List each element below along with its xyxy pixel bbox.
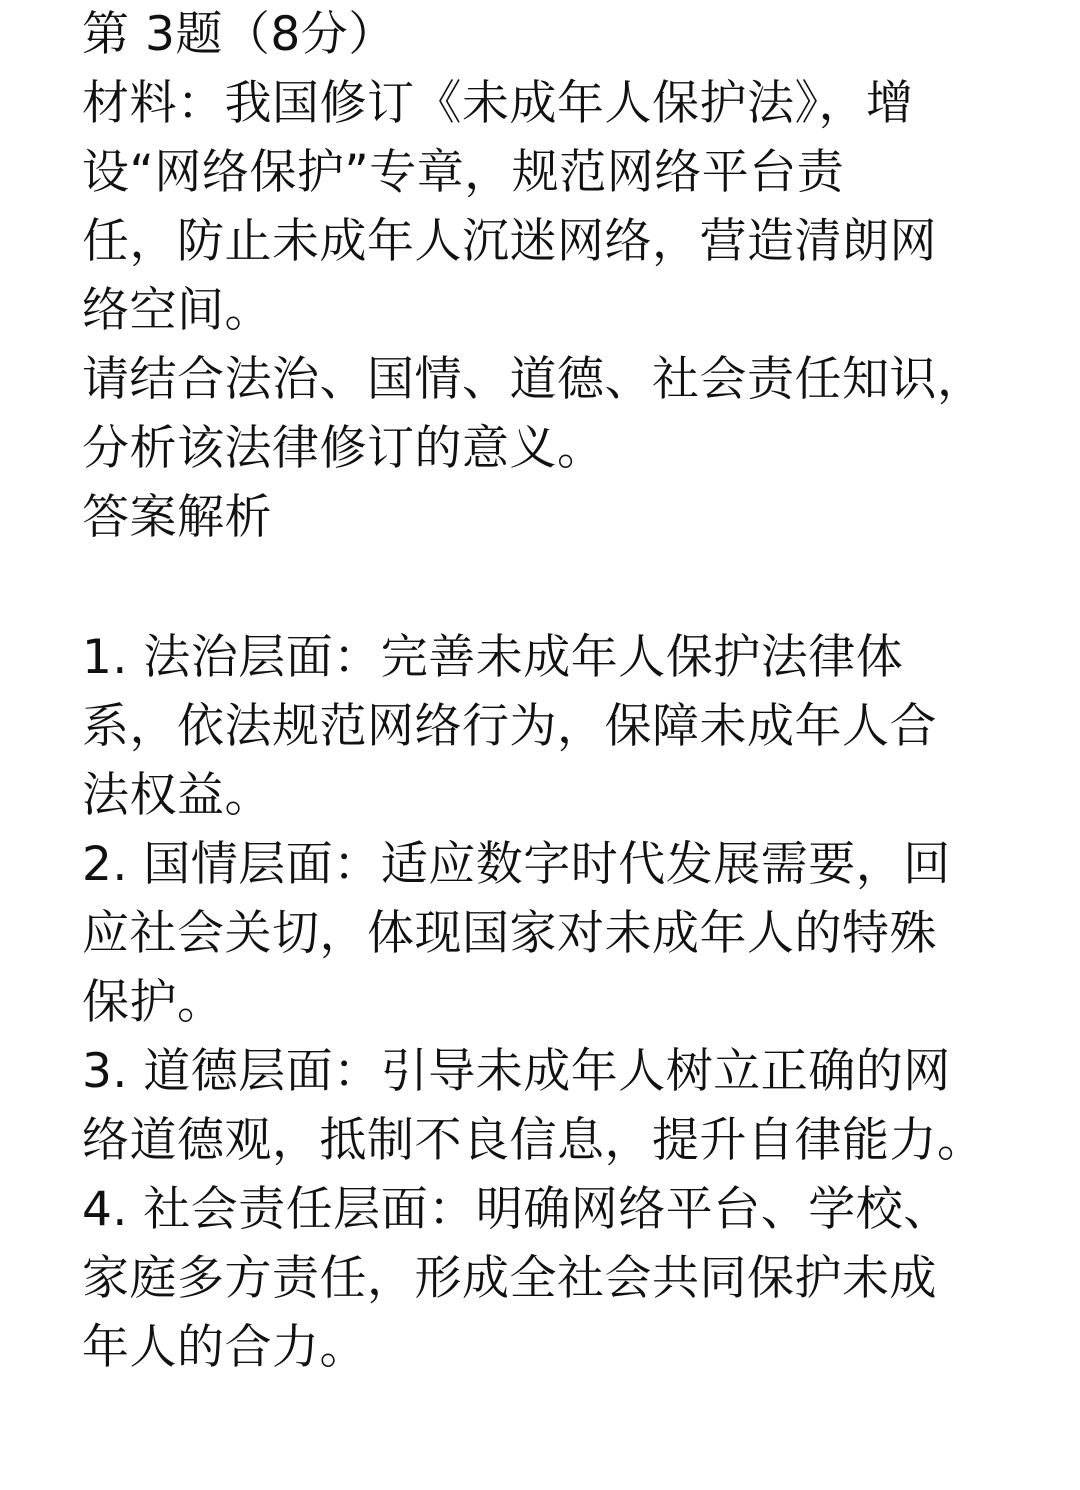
section-spacer — [82, 552, 1042, 623]
material-line: 任，防止未成年人沉迷网络，营造清朗网 — [82, 214, 937, 269]
material-line: 设“网络保护”专章，规范网络平台责 — [82, 145, 845, 200]
prompt-line: 请结合法治、国情、道德、社会责任知识， — [82, 352, 985, 407]
answer-line: 法权益。 — [82, 768, 272, 823]
material-line: 材料：我国修订《未成年人保护法》，增 — [82, 76, 914, 131]
answer-line: 保护。 — [82, 975, 225, 1030]
answer-point-4 — [82, 1175, 1042, 1382]
answer-point-2 — [82, 830, 1042, 1037]
answer-line: 应社会关切，体现国家对未成年人的特殊 — [82, 906, 937, 961]
answer-line: 家庭多方责任，形成全社会共同保护未成 — [82, 1251, 937, 1306]
question-title: 第 3题（8分） — [82, 7, 396, 62]
answer-line: 3. 道德层面：引导未成年人树立正确的网 — [82, 1044, 951, 1099]
answer-point-3 — [82, 1037, 1042, 1175]
prompt-line: 分析该法律修订的意义。 — [82, 421, 605, 476]
document-page — [82, 0, 1042, 1382]
answer-heading: 答案解析 — [82, 490, 272, 545]
answer-line: 4. 社会责任层面：明确网络平台、学校、 — [82, 1182, 951, 1237]
answer-line: 1. 法治层面：完善未成年人保护法律体 — [82, 630, 904, 685]
answer-line: 年人的合力。 — [82, 1320, 367, 1375]
answer-point-1 — [82, 623, 1042, 830]
material-line: 络空间。 — [82, 283, 272, 338]
question-prompt — [82, 345, 1042, 483]
question-material — [82, 69, 1042, 345]
answer-line: 2. 国情层面：适应数字时代发展需要，回 — [82, 837, 951, 892]
answer-line: 系，依法规范网络行为，保障未成年人合 — [82, 699, 937, 754]
answer-line: 络道德观，抵制不良信息，提升自律能力。 — [82, 1113, 985, 1168]
